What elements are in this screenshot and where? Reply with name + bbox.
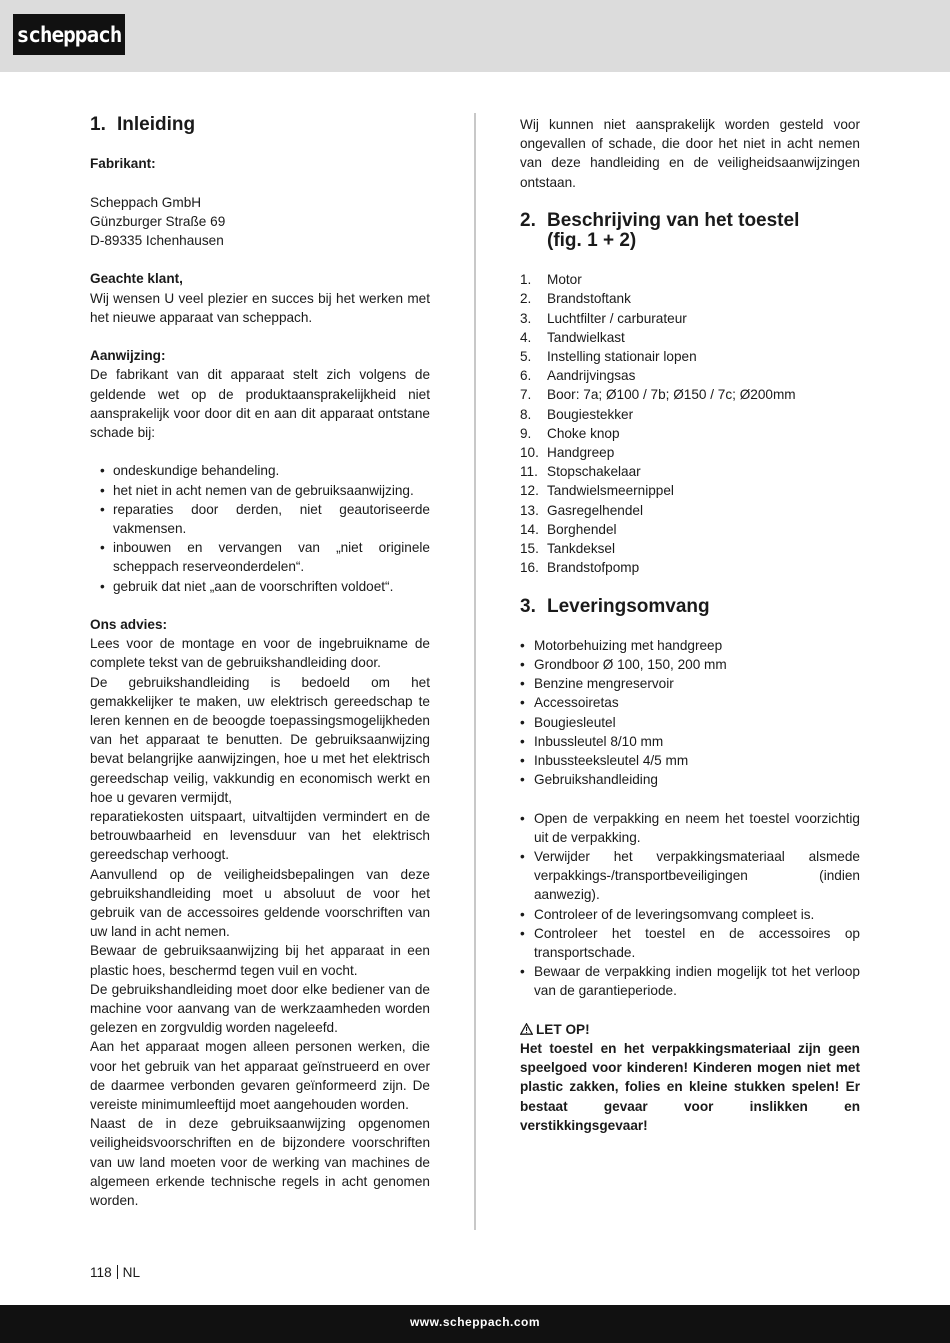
- list-item: • Controleer het toestel en de accessoires op transportschade.: [520, 924, 860, 962]
- list-item: 4. Tandwielkast: [520, 329, 625, 345]
- section-2-heading: 2. Beschrijving van het toestel (fig. 1 + 2): [520, 210, 800, 251]
- list-item: 9. Choke knop: [520, 425, 620, 441]
- advies-paragraph: Bewaar de gebruiksaanwijzing bij het apparaat in een plastic hoes, beschermd tegen vuil en vocht.: [90, 943, 430, 978]
- right-column: [520, 115, 860, 1135]
- parts-list: [520, 270, 860, 577]
- advies-paragraph: De gebruikshandleiding moet door elke bediener van de machine voor aanvang van de werkzaamheden worden gelezen en zorgvuldig worden nageleefd.: [90, 981, 430, 1036]
- address-line: Günzburger Straße 69: [90, 213, 226, 229]
- list-item: • inbouwen en vervangen van „niet originele scheppach reserveonderdelen“.: [90, 538, 430, 576]
- geachte-text: Wij wensen U veel plezier en succes bij het werken met het nieuwe apparaat van scheppach.: [90, 290, 430, 325]
- list-item: • Gebruikshandleiding: [520, 770, 860, 789]
- list-item: • Open de verpakking en neem het toestel voorzichtig uit de verpakking.: [520, 809, 860, 847]
- list-item: • het niet in acht nemen van de gebruiksaanwijzing.: [90, 481, 430, 500]
- advies-paragraph: De gebruikshandleiding is bedoeld om het gemakkelijker te maken, uw elektrisch gereedschap te leren kennen en de beoogde toepassingsmogelijkheden van het apparaat te benutten. De gebruiksaanwijzing bevat belangrijke aanwijzingen, hoe u met het elektrisch gereedschap veilig, vakkundig en economisch werkt en hoe u gevaren vermijdt,: [90, 674, 430, 805]
- aanwijzing-text: De fabrikant van dit apparaat stelt zich volgens de geldende wet op de produktaansprakelijkheid niet aansprakelijk voor door dit en aan dit apparaat ontstane schade bij:: [90, 367, 430, 440]
- list-item: 3. Luchtfilter / carburateur: [520, 310, 687, 326]
- address-line: D-89335 Ichenhausen: [90, 232, 224, 248]
- header-bar: [0, 0, 950, 72]
- list-item: 1. Motor: [520, 272, 582, 288]
- list-item: • Bougiesleutel: [520, 713, 860, 732]
- list-item: • Verwijder het verpakkingsmateriaal alsmede verpakkings-/transportbeveiligingen (indien aanwezig).: [520, 847, 860, 905]
- list-item: • Inbussleutel 8/10 mm: [520, 732, 860, 751]
- list-item: • Accessoiretas: [520, 693, 860, 712]
- warning-icon: [520, 1023, 533, 1035]
- advies-label: Ons advies:: [90, 616, 168, 632]
- list-item: 2. Brandstoftank: [520, 291, 631, 307]
- list-item: • Benzine mengreservoir: [520, 674, 860, 693]
- list-item: 11. Stopschakelaar: [520, 464, 641, 480]
- list-item: 15. Tankdeksel: [520, 541, 616, 557]
- column-divider: [474, 113, 476, 1230]
- left-column: [90, 115, 430, 1210]
- list-item: • reparaties door derden, niet geautoriseerde vakmensen.: [90, 500, 430, 538]
- geachte-label: Geachte klant,: [90, 271, 183, 287]
- advies-paragraph: Naast de in deze gebruiksaanwijzing opgenomen veiligheidsvoorschriften en de bijzondere voorschriften van uw land moeten voor de werking van machines de algemeen erkende technische regels in acht genomen worden.: [90, 1116, 430, 1209]
- list-item: 7. Boor: 7a; Ø100 / 7b; Ø150 / 7c; Ø200mm: [520, 387, 796, 403]
- list-item: 12. Tandwielsmeernippel: [520, 483, 674, 499]
- warning-text: Het toestel en het verpakkingsmateriaal zijn geen speelgoed voor kinderen! Kinderen mogen niet met plastic zakken, folies en kleine stukken spelen! Er bestaat gevaar voor inslikken en verstikkingsgevaar!: [520, 1041, 860, 1133]
- advies-paragraph: Aan het apparaat mogen alleen personen werken, die voor het gebruik van het apparaat geïnstrueerd en over de daarmee verbonden gevaren geïnformeerd zijn. De vereiste minimumleeftijd moet aangehouden worden.: [90, 1039, 430, 1113]
- list-item: • Motorbehuizing met handgreep: [520, 636, 860, 655]
- scheppach-logo: scheppach: [13, 14, 125, 55]
- advies-paragraph: reparatiekosten uitspaart, uitvaltijden vermindert en de betrouwbaarheid en levensduur van het elektrisch gereedschap verhoogt.: [90, 809, 430, 863]
- website-link[interactable]: www.scheppach.com: [409, 1315, 541, 1329]
- list-item: • Inbussteeksleutel 4/5 mm: [520, 751, 860, 770]
- list-item: • Controleer of de leveringsomvang compleet is.: [520, 905, 860, 924]
- list-item: • ondeskundige behandeling.: [90, 461, 430, 480]
- fabrikant-label: Fabrikant:: [90, 156, 156, 172]
- list-item: 14. Borghendel: [520, 521, 617, 537]
- list-item: 6. Aandrijvingsas: [520, 368, 636, 384]
- list-item: 16. Brandstofpomp: [520, 560, 640, 576]
- list-item: • gebruik dat niet „aan de voorschriften voldoet“.: [90, 577, 430, 596]
- section-1-heading: 1. Inleiding: [90, 114, 196, 135]
- page-number: 118 NL: [90, 1265, 141, 1280]
- list-item: 10. Handgreep: [520, 445, 615, 461]
- section-3-heading: 3. Leveringsomvang: [520, 595, 710, 617]
- aanwijzing-label: Aanwijzing:: [90, 348, 166, 364]
- list-item: 13. Gasregelhendel: [520, 502, 643, 518]
- list-item: 8. Bougiestekker: [520, 406, 634, 422]
- list-item: • Grondboor Ø 100, 150, 200 mm: [520, 655, 860, 674]
- liability-list: [90, 461, 430, 595]
- liability-intro: Wij kunnen niet aansprakelijk worden gesteld voor ongevallen of schade, die door het niet in acht nemen van deze handleiding en de veiligheidsaanwijzingen ontstaan.: [520, 117, 860, 190]
- unpacking-steps: [520, 809, 860, 1001]
- list-item: • Bewaar de verpakking indien mogelijk tot het verloop van de garantieperiode.: [520, 962, 860, 1000]
- advies-paragraph: Lees voor de montage en voor de ingebruikname de complete tekst van de gebruikshandleiding door.: [90, 636, 430, 671]
- scope-list: [520, 636, 860, 790]
- address-line: Scheppach GmbH: [90, 194, 202, 210]
- list-item: 5. Instelling stationair lopen: [520, 349, 697, 364]
- footer-bar: [0, 1305, 950, 1343]
- warning-heading: LET OP!: [520, 1020, 860, 1039]
- advies-paragraph: Aanvullend op de veiligheidsbepalingen van deze gebruikshandleiding moet u absoluut de voor het gebruik van de accessoires geldende voorschriften van uw land in acht nemen.: [90, 866, 430, 940]
